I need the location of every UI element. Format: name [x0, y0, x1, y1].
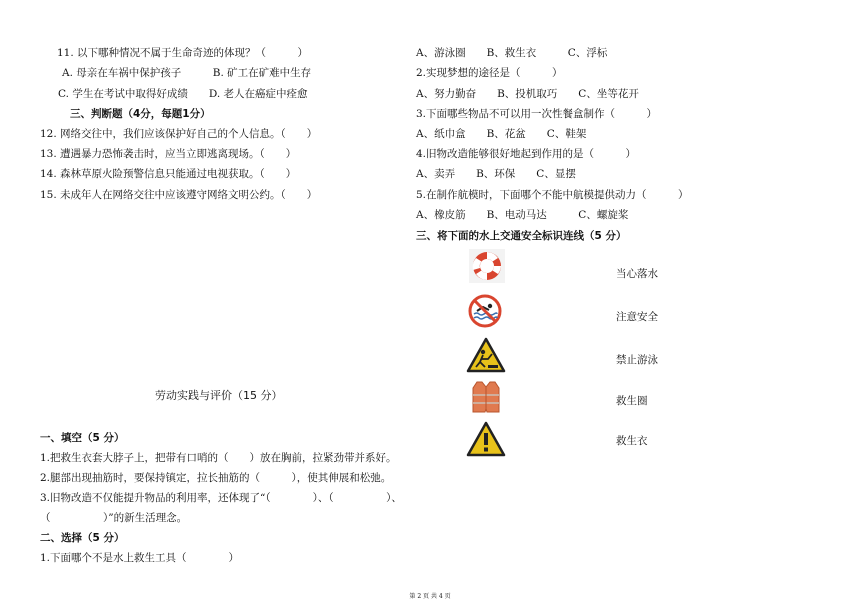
question-14: 14. 森林草原火险预警信息只能通过电视获取。（ ） — [40, 168, 297, 180]
page-footer: 第 2 页 共 4 页 — [409, 593, 451, 600]
choice-4-options: A、卖弄 B、环保 C、显摆 — [416, 168, 576, 180]
life-ring-icon — [469, 249, 505, 283]
fill-question-3: 3.旧物改造不仅能提升物品的利用率，还体现了“（ ）、（ ）、 — [40, 492, 402, 504]
question-13: 13. 遭遇暴力恐怖袭击时，应当立即逃离现场。（ ） — [40, 148, 297, 160]
construction-warning-sign-icon — [466, 337, 506, 373]
choice-5-options: A、橡皮筋 B、电动马达 C、螺旋桨 — [416, 209, 629, 221]
choice-question-5: 5.在制作航模时，下面哪个不能中航模提供动力（ ） — [416, 189, 689, 201]
fill-question-3-cont: （ ）”的新生活理念。 — [40, 512, 188, 524]
caution-sign-icon — [466, 421, 506, 457]
sign-label-5: 救生衣 — [616, 435, 648, 447]
choice-2-options: A、努力勤奋 B、投机取巧 C、坐等花开 — [416, 88, 639, 100]
question-11-options-ab: A. 母亲在车祸中保护孩子 B. 矿工在矿难中生存 — [62, 67, 312, 79]
fill-section-heading: 一、填空（5 分） — [40, 432, 125, 444]
fill-question-1: 1.把救生衣套大脖子上，把带有口哨的（ ）放在胸前，拉紧劲带并系好。 — [40, 452, 397, 464]
choice-3-options: A、纸巾盒 B、花盆 C、鞋架 — [416, 128, 587, 140]
choice-question-1: 1.下面哪个不是水上救生工具（ ） — [40, 552, 240, 564]
labor-section-title: 劳动实践与评价（15 分） — [155, 389, 283, 402]
sign-label-2: 注意安全 — [616, 311, 658, 323]
no-swimming-icon — [468, 294, 502, 328]
question-15: 15. 未成年人在网络交往中应该遵守网络文明公约。（ ） — [40, 189, 318, 201]
life-vest-icon — [470, 379, 502, 415]
choice-question-3: 3.下面哪些物品不可以用一次性餐盒制作（ ） — [416, 108, 658, 120]
sign-label-1: 当心落水 — [616, 268, 658, 280]
question-11-options-cd: C. 学生在考试中取得好成绩 D. 老人在癌症中痊愈 — [58, 88, 308, 100]
choice-question-2: 2.实现梦想的途径是（ ） — [416, 67, 563, 79]
question-12: 12. 网络交往中，我们应该保护好自己的个人信息。（ ） — [40, 128, 318, 140]
choice-question-4: 4.旧物改造能够很好地起到作用的是（ ） — [416, 148, 637, 160]
fill-question-2: 2.腿部出现抽筋时，要保持镇定，拉长抽筋的（ ），使其伸展和松弛。 — [40, 472, 392, 484]
choice-section-heading: 二、选择（5 分） — [40, 532, 125, 544]
question-11: 11. 以下哪种情况不属于生命奇迹的体现？（ ） — [57, 47, 309, 59]
choice-1-options: A、游泳圈 B、救生衣 C、浮标 — [416, 47, 608, 59]
sign-label-4: 救生圈 — [616, 395, 648, 407]
judge-section-heading: 三、判断题（4分，每题1分） — [70, 108, 211, 120]
connect-section-heading: 三、将下面的水上交通安全标识连线（5 分） — [416, 230, 627, 242]
sign-label-3: 禁止游泳 — [616, 354, 658, 366]
